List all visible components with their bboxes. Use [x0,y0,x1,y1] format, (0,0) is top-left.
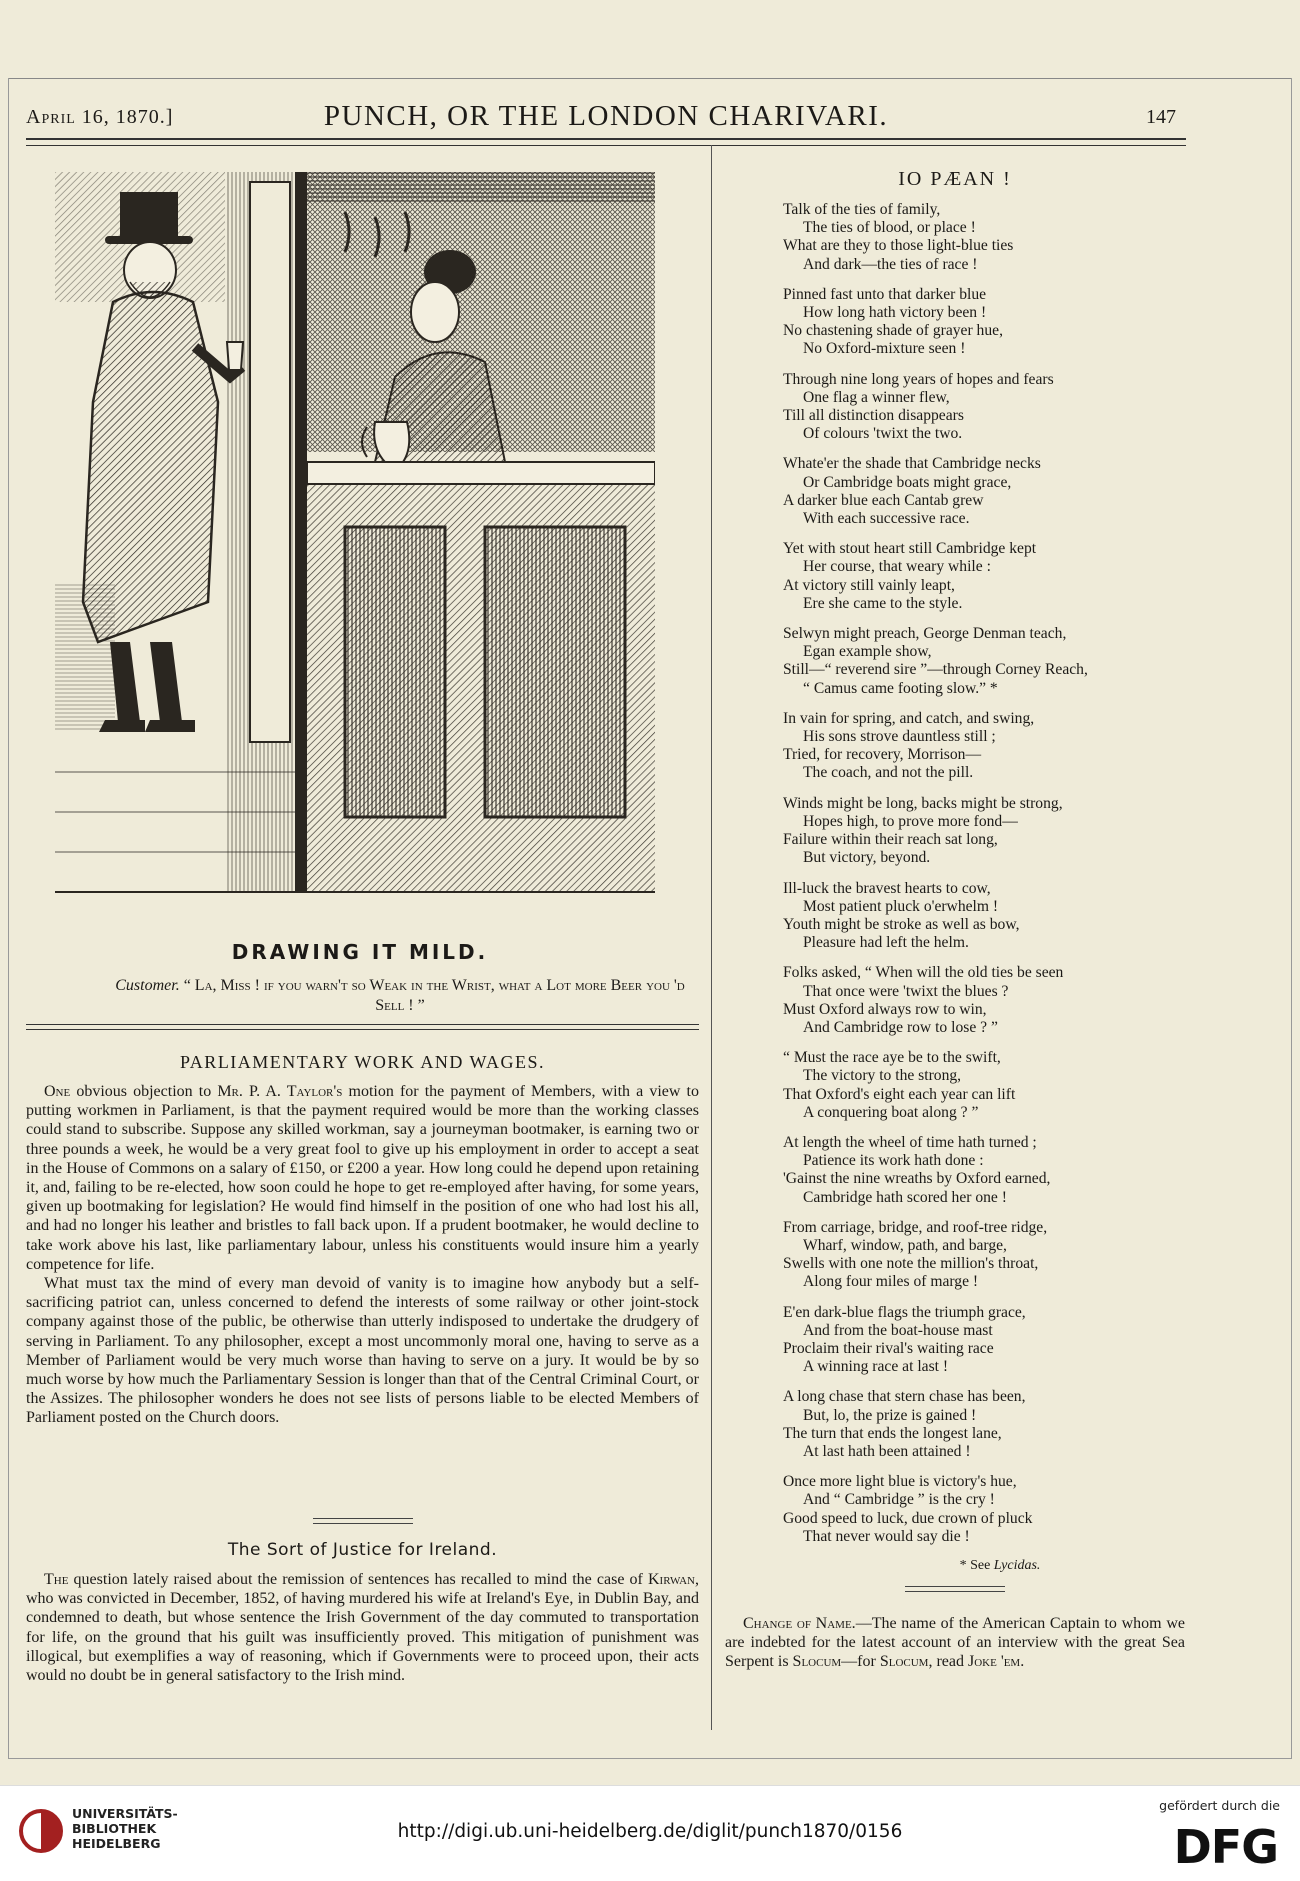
poem-line: Swells with one note the million's throat, [783,1255,1039,1273]
cartoon-speaker: Customer. [115,977,180,994]
poem-line: A long chase that stern chase has been, [783,1388,1026,1406]
change-of-name-note [725,1614,1185,1671]
paragraph-text: question lately raised about the remission of sentences has recalled to mind the case of [68,1571,648,1588]
library-line: UNIVERSITÄTS- [72,1806,178,1821]
article-parliamentary [26,1052,699,1428]
poem-stanza [783,1219,1185,1292]
article-paragraph: What must tax the mind of every man devoid of vanity is to imagine how anybody but a self-sacrificing patriot can, unless concerned to defend the interests of some railway or other joint-stock company against those of the public, be otherwise than utterly indisposed to undertake the drudgery of serving in Parliament. To any philosopher, except a most uncommonly moral one, having to serve as a Member of Parliament would be very much worse than having to serve on a jury. It would be by so much worse by how much the Parliamentary Session is longer than that of the Central Criminal Court, or the Assizes. The philosopher wonders he does not see lists of persons liable to be elected Members of Parliament posted on the Church doors. [26,1275,699,1427]
article-title: The Sort of Justice for Ireland. [227,1540,498,1560]
poem-line: “ Camus came footing slow.” * [803,679,998,697]
poem-line: But, lo, the prize is gained ! [803,1406,977,1424]
poem-title: IO PÆAN ! [898,168,1012,190]
cartoon-illustration [55,172,655,910]
poem-line: Egan example show, [803,643,932,661]
note-lead: Change of Name. [743,1615,856,1632]
poem-line: The ties of blood, or place ! [803,219,976,237]
poem-stanza [783,1473,1185,1546]
poem-line: Cambridge hath scored her one ! [803,1188,1007,1206]
poem-line: His sons strove dauntless still ; [803,728,996,746]
poem-line: Most patient pluck o'erwhelm ! [803,897,999,915]
poem-line: The turn that ends the longest lane, [783,1424,1002,1442]
poem-io-paean [725,168,1185,1671]
cartoon-title: DRAWING IT MILD. [231,940,489,964]
person-name: Slocum [792,1653,842,1670]
poem-line: At last hath been attained ! [803,1442,971,1460]
page-edge-right [1291,78,1292,1758]
poem-line: 'Gainst the nine wreaths by Oxford earned, [783,1170,1051,1188]
poem-line: Wharf, window, path, and barge, [803,1236,1007,1254]
poem-stanza [783,540,1185,613]
poem-line: Hopes high, to prove more fond— [803,812,1018,830]
page-edge-top [8,78,1292,79]
poem-stanza [783,455,1185,528]
poem-line: Whate'er the shade that Cambridge necks [783,455,1041,473]
poem-line: At length the wheel of time hath turned ; [783,1133,1037,1151]
poem-line: Talk of the ties of family, [783,201,941,218]
poem-line: And dark—the ties of race ! [803,255,978,273]
poem-line: Failure within their reach sat long, [783,831,998,849]
poem-line: Selwyn might preach, George Denman teach, [783,625,1067,643]
cartoon-caption [110,976,690,1016]
poem-line: But victory, beyond. [803,849,931,867]
article-paragraph [26,1082,699,1274]
poem-line: The victory to the strong, [803,1067,962,1085]
poem-footnote [815,1558,1185,1574]
article-body [26,1082,699,1428]
poem-line: Folks asked, “ When will the old ties be seen [783,964,1064,982]
poem-stanza [783,795,1185,868]
library-line: BIBLIOTHEK [72,1821,157,1836]
drop-word: The [44,1571,69,1588]
viewer-footer [0,1785,1300,1881]
poem-line: That never would say die ! [803,1527,970,1545]
poem-stanza [783,1388,1185,1461]
poem-line: Through nine long years of hopes and fears [783,370,1054,388]
poem-line: In vain for spring, and catch, and swing, [783,709,1035,727]
poem-line: Yet with stout heart still Cambridge kept [783,540,1037,558]
poem-line: Till all distinction disappears [783,407,964,425]
article-paragraph [26,1570,699,1685]
poem-stanza [783,1304,1185,1377]
permalink-url[interactable]: http://digi.ub.uni-heidelberg.de/diglit/punch1870/0156 [397,1821,903,1842]
page-number: 147 [1146,106,1176,128]
issue-date: April 16, 1870.] [26,106,174,128]
poem-line: And Cambridge row to lose ? ” [803,1018,998,1036]
poem-stanza [783,625,1185,698]
poem-stanza [783,201,1185,274]
funded-by-label: gefördert durch die [1159,1798,1280,1813]
poem-line: At victory still vainly leapt, [783,576,955,594]
cartoon-quote: “ La, Miss ! if you warn't so Weak in the Wrist, what a Lot more Beer you 'd Sell ! ” [183,977,685,1014]
poem-line: Once more light blue is victory's hue, [783,1473,1017,1491]
poem-line: Or Cambridge boats might grace, [803,473,1012,491]
poem-stanza [783,964,1185,1037]
poem-line: That once were 'twixt the blues ? [803,982,1009,1000]
poem-stanza [783,371,1185,444]
running-head [26,100,1186,136]
article-title: PARLIAMENTARY WORK AND WAGES. [179,1052,546,1072]
poem-line: Her course, that weary while : [803,558,991,576]
poem-line: E'en dark-blue flags the triumph grace, [783,1303,1026,1321]
poem-stanza [783,1134,1185,1207]
pun-text: Joke 'em [967,1653,1021,1670]
poem-line: How long hath victory been ! [803,304,987,322]
poem-line: What are they to those light-blue ties [783,237,1014,255]
doorframe [225,172,307,892]
poem-line: Pleasure had left the helm. [803,934,969,952]
poem-line: Winds might be long, backs might be strong, [783,794,1063,812]
person-name: Slocum [879,1653,929,1670]
poem-line: Of colours 'twixt the two. [803,425,963,443]
header-rule [26,138,1186,146]
poem-line: The coach, and not the pill. [803,764,974,782]
poem-line: Ill-luck the bravest hearts to cow, [783,879,991,897]
poem-line: Pinned fast unto that darker blue [783,285,987,303]
article-body [26,1570,699,1685]
dfg-logo: DFG [1173,1820,1278,1874]
note-text: , read [928,1653,968,1670]
note-text: . [1020,1653,1025,1670]
bar-counter [307,422,655,892]
footnote-mark: * See [959,1558,991,1573]
library-line: HEIDELBERG [72,1836,161,1851]
poem-line: A winning race at last ! [803,1358,949,1376]
column-divider [711,145,712,1730]
section-divider [26,1518,699,1524]
poem-line: One flag a winner flew, [803,388,950,406]
poem-line: Ere she came to the style. [803,594,963,612]
poem-stanzas [725,201,1185,1546]
person-name: Mr. P. A. Taylor's [217,1083,343,1100]
paragraph-text: obvious objection to [70,1083,218,1100]
poem-line: From carriage, bridge, and roof-tree ridge, [783,1218,1048,1236]
poem-end-rule [905,1586,1005,1592]
poem-line: “ Must the race aye be to the swift, [783,1049,1001,1067]
poem-stanza [783,710,1185,783]
poem-line: Proclaim their rival's waiting race [783,1339,994,1357]
drop-word: One [44,1083,71,1100]
poem-line: That Oxford's eight each year can lift [783,1085,1016,1103]
masthead-title: PUNCH, OR THE LONDON CHARIVARI. [323,100,889,132]
poem-line: Still—“ reverend sire ”—through Corney Reach, [783,661,1088,679]
page-edge-left [8,78,9,1758]
poem-line: And “ Cambridge ” is the cry ! [803,1491,995,1509]
poem-line: Must Oxford always row to win, [783,1000,987,1018]
poem-line: Tried, for recovery, Morrison— [783,746,982,764]
poem-line: With each successive race. [803,510,970,528]
person-name: Kirwan [648,1571,695,1588]
poem-line: Patience its work hath done : [803,1152,984,1170]
left-section-rule [26,1024,699,1030]
poem-line: No chastening shade of grayer hue, [783,322,1003,340]
footnote-ref: Lycidas. [993,1558,1041,1573]
poem-line: A darker blue each Cantab grew [783,491,984,509]
poem-line: Youth might be stroke as well as bow, [783,915,1020,933]
poem-line: Along four miles of marge ! [803,1273,979,1291]
note-text: —The name of the American Captain to whom we are indebted for the latest account of an interview with the great Sea Serpent is [725,1615,1185,1670]
poem-stanza [783,1049,1185,1122]
article-justice [26,1540,699,1685]
poem-line: And from the boat-house mast [803,1321,993,1339]
paragraph-text: , who was convicted in December, 1852, of having murdered his wife at Ireland's Eye, in Dublin Bay, and condemned to death, but whose sentence the Irish Government of the day commuted to transportation for life, on the ground that his guilt was insufficiently proved. This mitigation of punishment was illogical, but exemplifies a way of reasoning, which if Governments were to proceed upon, their acts would no doubt be in general satisfactory to the Irish mind. [26,1571,699,1685]
note-text: —for [841,1653,880,1670]
poem-line: Good speed to luck, due crown of pluck [783,1509,1033,1527]
page-edge-bottom [8,1758,1292,1759]
poem-stanza [783,880,1185,953]
poem-line: No Oxford-mixture seen ! [803,340,966,358]
paragraph-text: motion for the payment of Members, with a view to putting workmen in Parliament, is that the payment required would be more than the working classes could stand to subscribe. Suppose any skilled workman, say a journeyman bootmaker, is earning two or three pounds a week, he would be a very great fool to give up his employment in order to accept a seat in the House of Commons on a salary of £150, or £200 a year. How long could he depend upon retaining it, and, failing to be re-elected, how soon could he hope to get re-employed after having, for some years, given up bootmaking for legislation? He would find himself in the position of one who had lost his all, and had no longer his leather and bristles to fall back upon. If a prudent bootmaker, he would decline to take work above his last, like parliamentary labour, unless his constituents would insure him a yearly competence for life. [26,1083,699,1273]
poem-stanza [783,286,1185,359]
poem-line: A conquering boat along ? ” [803,1103,979,1121]
